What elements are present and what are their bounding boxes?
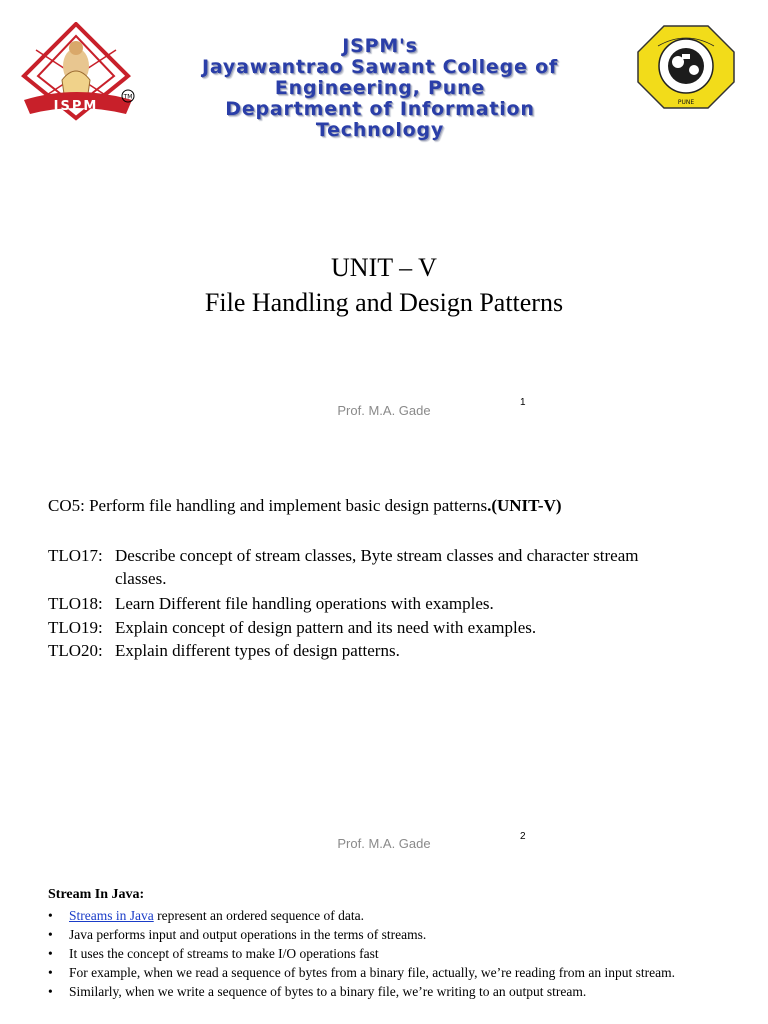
list-item [48,925,748,944]
tlo-code: TLO18: [48,594,103,613]
bullet-text: Similarly, when we write a sequence of bytes to a binary file, we’re writing to an output stream. [69,984,587,999]
co-unit-tag: .(UNIT-V) [487,496,562,515]
list-item [48,906,748,925]
bullet-text: represent an ordered sequence of data. [153,908,364,923]
jspm-logo [14,22,138,122]
bullet-text: Java performs input and output operations in the terms of streams. [69,927,427,942]
bullet-icon: • [48,946,53,961]
stream-heading: Stream In Java: [48,887,145,902]
bullet-text: It uses the concept of streams to make I/O operations fast [69,946,379,961]
tlo-continuation: classes. [115,569,167,588]
college-header [140,36,620,141]
bullet-text: For example, when we read a sequence of bytes from a binary file, actually, we’re reading from an input stream. [69,965,676,980]
tlo-text: Explain different types of design patterns. [115,641,400,660]
unit-subtitle: File Handling and Design Patterns [204,288,564,317]
tlo-item [48,616,728,639]
unit-title: UNIT – V [331,253,437,282]
college-seal-graphic [636,24,736,110]
list-item [48,963,748,982]
college-seal [636,24,736,110]
co-text: CO5: Perform file handling and implement basic design patterns [48,496,488,515]
tlo-item [48,592,728,615]
bullet-icon: • [48,984,53,999]
header-line-5: Technology [315,119,445,141]
header-line-1: JSPM's [342,35,418,57]
jspm-logo-graphic [14,22,138,122]
tlo-text: Learn Different file handling operations with examples. [115,594,494,613]
list-item [48,982,748,1001]
list-item [48,944,748,963]
slide2-page-number: 2 [520,831,526,842]
tlo-item [48,639,728,662]
bullet-icon: • [48,927,53,942]
tlo-text: Describe concept of stream classes, Byte stream classes and character stream [115,546,639,565]
header-line-2: Jayawantrao Sawant College of [202,56,558,78]
tlo-code: TLO20: [48,641,103,660]
course-outcome [48,496,562,516]
svg-text:TM: TM [123,93,133,101]
tlo-text: Explain concept of design pattern and its need with examples. [115,618,537,637]
header-line-4: Department of Information [225,98,535,120]
header-line-3: Engineering, Pune [274,77,486,99]
streams-in-java-link[interactable]: Streams in Java [69,908,154,923]
jspm-logo-text: JSPM [53,99,99,114]
bullet-icon: • [48,965,53,980]
slide2-footer: Prof. M.A. Gade [337,836,431,851]
slide1-page-number: 1 [520,397,526,408]
stream-bullet-list [48,906,748,1001]
bullet-icon: • [48,908,53,923]
slide1-footer: Prof. M.A. Gade [337,403,431,418]
seal-text: PUNE [677,99,695,106]
tlo-code: TLO19: [48,618,103,637]
tlo-item [48,544,728,590]
tlo-code: TLO17: [48,546,103,565]
